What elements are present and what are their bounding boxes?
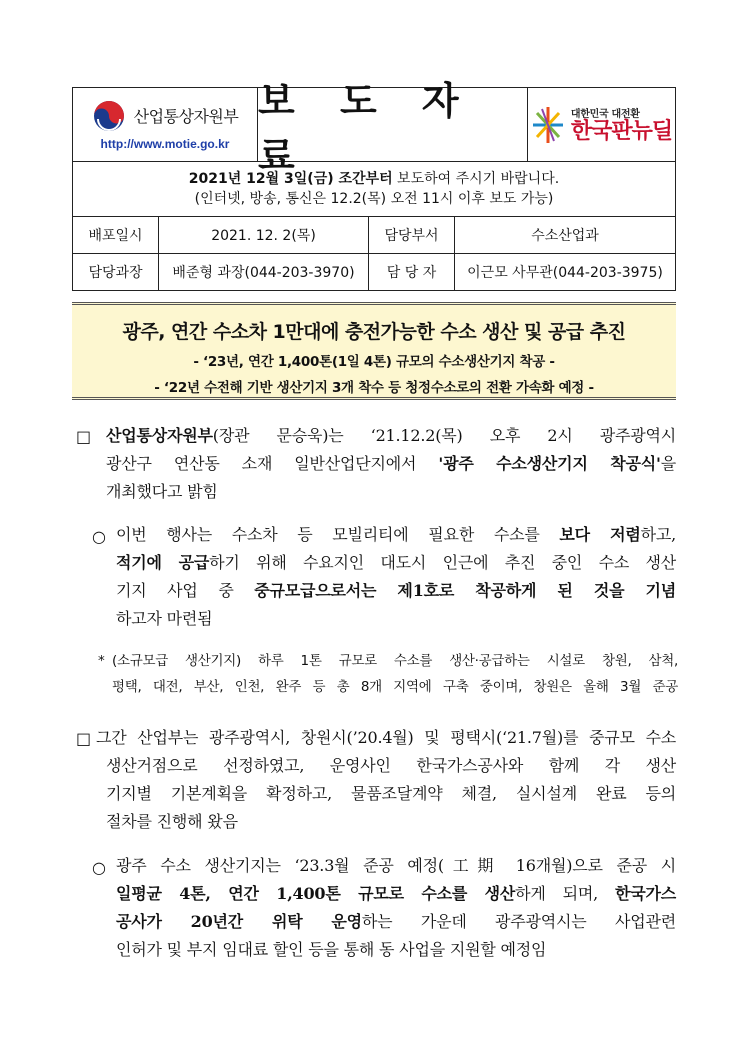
paragraph-2-line-4: 절차를 진행해 왔음 — [106, 812, 238, 831]
circle-bullet-2: ○ — [92, 858, 106, 877]
paragraph-1a-line-2 — [116, 549, 676, 577]
production-scale-emphasis: 일평균 4톤, 연간 1,400톤 규모로 수소를 생산 — [116, 884, 516, 903]
paragraph-2a — [116, 852, 676, 964]
paragraph-2a-line-4: 인허가 및 부지 임대료 할인 등을 통해 동 사업을 지원할 예정임 — [116, 940, 547, 959]
cheaper-emphasis: 보다 저렴 — [559, 525, 641, 544]
embargo-notice — [73, 162, 675, 216]
paragraph-1a-line-2-text: 하기 위해 수요지인 대도시 인근에 추진 중인 수소 생산 — [209, 553, 676, 572]
timely-supply-emphasis: 적기에 공급 — [116, 553, 210, 572]
paragraph-2a-line-3-text: 하는 가운데 광주광역시는 사업관련 — [361, 912, 676, 931]
header-top-row — [73, 78, 675, 178]
paragraph-2a-line-2-text: 하게 되며, — [515, 884, 615, 903]
paragraph-1-line-2-text: 광산구 연산동 소재 일반산업단지에서 — [106, 454, 439, 473]
ministry-logo-cell — [73, 88, 258, 161]
embargo-line-2: (인터넷, 방송, 통신은 12.2(목) 오전 11시 이후 보도 가능) — [194, 191, 554, 207]
ceremony-emphasis: '광주 수소생산기지 착공식' — [438, 454, 661, 473]
consignment-emphasis: 공사가 20년간 위탁 운영 — [116, 912, 362, 931]
paragraph-1-line-1 — [106, 422, 676, 450]
subheadline-2: - ‘22년 수전해 기반 생산기지 3개 착수 등 청정수소로의 전환 가속화 예정 - — [154, 380, 594, 396]
paragraph-1a-line-1-text: 이번 행사는 수소차 등 모빌리티에 필요한 수소를 — [116, 525, 560, 544]
release-row — [73, 217, 675, 254]
brand-name: 한국판뉴딜 — [570, 119, 673, 144]
department-label: 담당부서 — [369, 217, 455, 253]
first-medium-scale-emphasis: 중규모급으로서는 제1호로 착공하게 된 것을 기념 — [254, 581, 676, 600]
paragraph-2 — [96, 724, 676, 836]
brand-logo-text — [571, 105, 672, 144]
release-date-value: 2021. 12. 2(목) — [159, 217, 369, 253]
contact-row — [73, 254, 675, 290]
embargo-time: 2021년 12월 3일(금) 조간부터 — [188, 171, 393, 187]
officer-label: 담 당 자 — [369, 254, 455, 290]
paragraph-1a-line-1-end: 하고, — [640, 525, 676, 544]
manager-value: 배준형 과장(044-203-3970) — [159, 254, 369, 290]
ministry-logo — [92, 99, 239, 133]
paragraph-2-line-1: 그간 산업부는 광주광역시, 창원시(’20.4월) 및 평택시(‘21.7월)를 중규모 수소 — [96, 728, 676, 747]
paragraph-1a-line-3 — [116, 577, 676, 605]
headline-box — [72, 302, 676, 400]
brand-tagline: 대한민국 대전환 — [570, 109, 640, 120]
paragraph-1a-line-4: 하고자 마련됨 — [116, 609, 213, 628]
paragraph-2a-line-3 — [116, 908, 676, 936]
officer-value: 이근모 사무관(044-203-3975) — [467, 265, 663, 281]
note-asterisk: * — [98, 653, 105, 669]
circle-bullet: ○ — [92, 527, 106, 546]
footnote-line-1: (소규모급 생산기지) 하루 1톤 규모로 수소를 생산·공급하는 시설로 창원, 삼척, — [112, 653, 678, 669]
subheadline-1: - ‘23년, 연간 1,400톤(1일 4톤) 규모의 수소생산기지 착공 - — [193, 354, 555, 370]
paragraph-1-line-1-text: (장관 문승욱)는 ‘21.12.2(목) 오후 2시 광주광역시 — [212, 426, 676, 445]
paragraph-1a — [116, 521, 676, 633]
paragraph-1-line-2-end: 을 — [660, 454, 676, 473]
paragraph-1a-line-3-text: 기지 사업 중 — [116, 581, 255, 600]
paragraph-2-line-2: 생산거점으로 선정하였고, 운영사인 한국가스공사와 함께 각 생산 — [106, 756, 676, 775]
kogas-emphasis: 한국가스 — [614, 884, 676, 903]
paragraph-2a-line-1: 광주 수소 생산기지는 ‘23.3월 준공 예정(工期 16개월)으로 준공 시 — [116, 856, 676, 875]
new-deal-starburst-icon — [531, 105, 565, 145]
header-table — [72, 78, 676, 291]
paragraph-2-line-3: 기지별 기본계획을 확정하고, 물품조달계약 체결, 실시설계 완료 등의 — [106, 784, 676, 803]
square-bullet: □ — [76, 427, 92, 446]
taegeuk-emblem-icon — [92, 99, 126, 133]
paragraph-1a-line-1 — [116, 521, 676, 549]
square-bullet-2: □ — [76, 729, 92, 748]
paragraph-1 — [106, 422, 676, 506]
embargo-line-1 — [189, 169, 559, 189]
footnote-line-2: 평택, 대전, 부산, 인천, 완주 등 총 8개 지역에 구축 중이며, 창원은 올해 3월 준공 — [112, 679, 678, 695]
footnote-small-scale-bases — [112, 648, 678, 700]
paragraph-1-line-3: 개최했다고 밝힘 — [106, 482, 218, 501]
manager-label: 담당과장 — [73, 254, 159, 290]
embargo-line-1-rest: 보도하여 주시기 바랍니다. — [392, 171, 560, 187]
ministry-emphasis: 산업통상자원부 — [106, 426, 213, 445]
brand-logo-cell — [528, 88, 675, 161]
paragraph-2a-line-2 — [116, 880, 676, 908]
headline: 광주, 연간 수소차 1만대에 충전가능한 수소 생산 및 공급 추진 — [122, 321, 626, 343]
document-title: 보 도 자 료 — [258, 88, 528, 161]
paragraph-1-line-2 — [106, 450, 676, 478]
ministry-name: 산업통상자원부 — [133, 107, 239, 126]
release-date-label: 배포일시 — [73, 217, 159, 253]
embargo-row — [73, 162, 675, 217]
ministry-url-link[interactable]: http://www.motie.go.kr — [100, 136, 230, 151]
department-value: 수소산업과 — [531, 228, 599, 244]
